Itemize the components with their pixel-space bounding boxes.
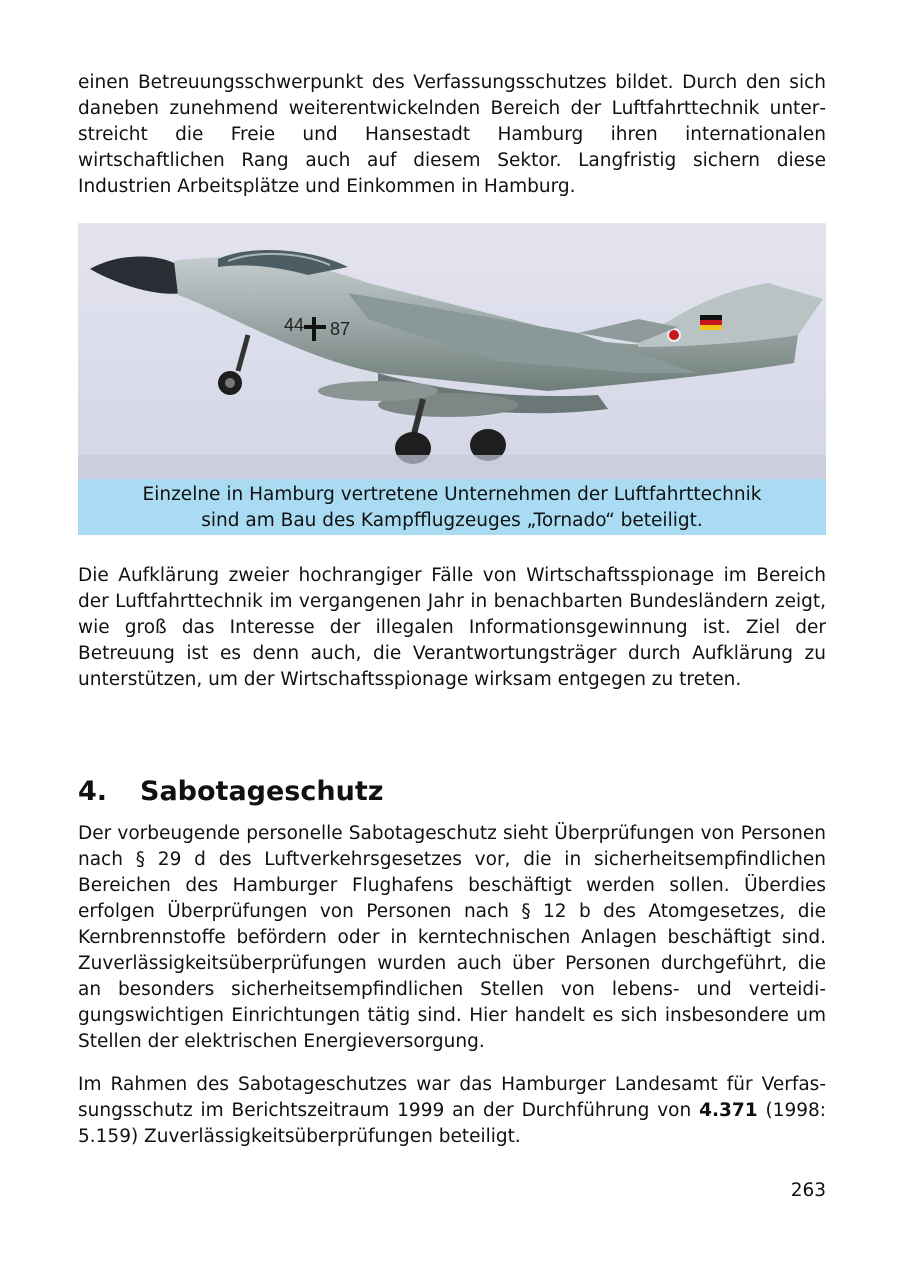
section-paragraph-2-text-after: (1998: 5.159) Zuverlässigkeitsüberprüfungen beteiligt. [78, 1100, 826, 1147]
tornado-jet-photo [78, 223, 826, 479]
section-heading [78, 775, 826, 809]
page-number: 263 [790, 1180, 826, 1201]
fuselage-marking-right: 87 [330, 319, 351, 339]
caption-line-2: sind am Bau des Kampfflugzeuges „Tornado“ beteiligt. [201, 510, 703, 531]
section-title: Sabotageschutz [140, 776, 384, 807]
paragraph-2: Die Aufklärung zweier hochrangiger Fälle von Wirtschaftsspionage im Bereich der Luftfahrttechnik im vergangenen Jahr in benachbarten Bundesländern zeigt, wie groß das Interesse der illegalen Informationsgewinnung ist. Ziel der Betreuung ist es denn auch, die Verantwortungsträger durch Aufklärung zu unterstützen, um der Wirtschaftsspionage wirksam entgegen zu treten. [78, 565, 826, 690]
figure [78, 223, 826, 535]
section-paragraph-2-text-before: Im Rahmen des Sabotageschutzes war das Hamburger Landesamt für Verfassungsschutz im Berichtszeitraum 1999 an der Durchführung von [78, 1074, 826, 1121]
bold-count: 4.371 [699, 1100, 758, 1121]
caption-line-1: Einzelne in Hamburg vertretene Unternehmen der Luftfahrttechnik [142, 484, 762, 505]
section-paragraph-2 [78, 1072, 826, 1150]
figure-caption [78, 479, 826, 535]
intro-paragraph: einen Betreuungsschwerpunkt des Verfassungsschutzes bildet. Durch den sich daneben zunehmend weiterentwickelnden Bereich der Luftfahrttechnik unterstreicht die Freie und Hansestadt Hamburg ihren internationalen wirtschaftlichen Rang auch auf diesem Sektor. Langfristig sichern diese Industrien Arbeitsplätze und Einkommen in Hamburg. [78, 72, 826, 197]
fuselage-marking-left: 44 [284, 315, 305, 335]
page-content [78, 70, 826, 1150]
section-number: 4. [78, 776, 108, 807]
section-paragraph-1: Der vorbeugende personelle Sabotageschutz sieht Überprüfungen von Personen nach § 29 d des Luftverkehrsgesetzes vor, die in sicherheitsempfindlichen Bereichen des Hamburger Flughafens beschäftigt werden sollen. Überdies erfolgen Überprüfungen von Personen nach § 12 b des Atomgesetzes, die Kernbrennstoffe befördern oder in kerntechnischen Anlagen beschäftigt sind. Zuverlässigkeitsüberprüfungen wurden auch über Personen durchgeführt, die an besonders sicherheitsempfindlichen Stellen von lebens- und verteidigungswichtigen Einrichtungen tätig sind. Hier handelt es sich insbesondere um Stellen der elektrischen Energieversorgung. [78, 823, 826, 1052]
